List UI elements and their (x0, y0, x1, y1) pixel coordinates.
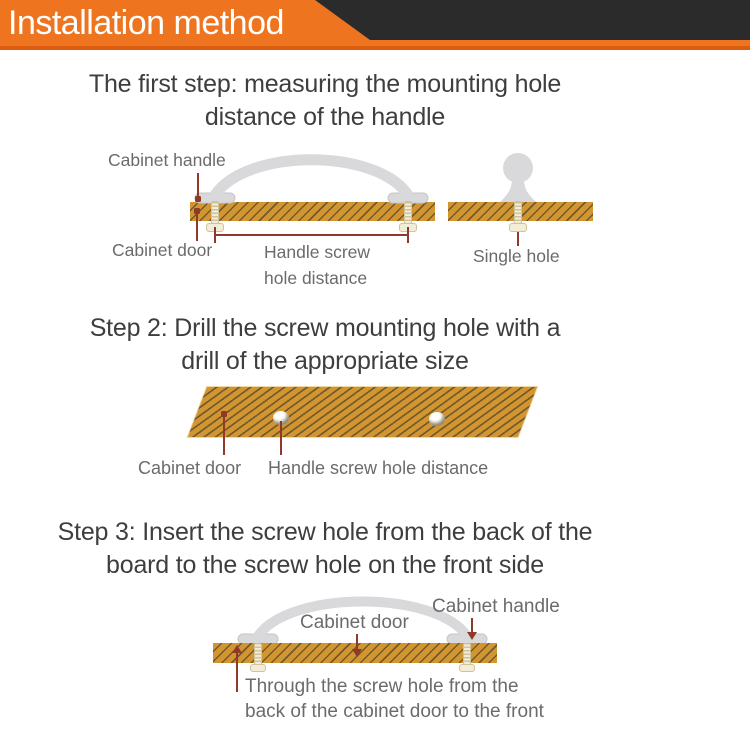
cabinet-door-label: Cabinet door (138, 458, 242, 478)
distance-label (264, 239, 370, 291)
knob-screw-head (509, 223, 527, 232)
through-arrow-line (236, 652, 238, 692)
distance-label: Handle screw hole distance (268, 458, 489, 478)
step2-heading-line1: Step 2: Drill the screw mounting hole with a (89, 314, 561, 342)
knob-base (500, 181, 536, 202)
cabinet-handle-label: Cabinet handle (108, 150, 226, 170)
knob-screw-shaft (514, 201, 522, 224)
screw-left-shaft (211, 201, 219, 224)
step2-heading-line2: drill of the appropriate size (181, 347, 469, 375)
handle-arch (215, 160, 408, 195)
cabinet-handle-label: Cabinet handle (432, 596, 560, 617)
cabinet-handle-leader-line (197, 173, 199, 197)
page-title: Installation method (8, 3, 284, 42)
screw-right-shaft (463, 643, 471, 665)
screw-right-head (459, 664, 475, 672)
cabinet-door-arrowhead-icon (352, 649, 362, 657)
header-accent-strip (0, 46, 750, 50)
cabinet-door-board (190, 202, 435, 221)
board-leader-line (223, 417, 225, 455)
through-caption (245, 674, 544, 724)
single-hole-leader-line (517, 232, 519, 246)
step2-diagram (0, 383, 750, 483)
distance-label-line1: Handle screw (264, 242, 371, 262)
screw-right-shaft (404, 201, 412, 224)
cabinet-handle-arrow-line (471, 618, 473, 633)
distance-label-line2: hole distance (264, 268, 368, 288)
cabinet-door-leader-line (196, 214, 198, 241)
step1-heading-line2: distance of the handle (204, 103, 446, 131)
header-banner (0, 0, 750, 50)
step1-heading-line1: The first step: measuring the mounting hole (88, 70, 562, 98)
hole-leader-line (280, 421, 282, 455)
step1-heading (10, 68, 640, 134)
cabinet-handle-leader-dot (195, 196, 201, 202)
step2-heading (10, 312, 640, 378)
knob-illustration (496, 150, 540, 204)
drilled-board (188, 387, 537, 437)
step3-diagram (0, 590, 750, 750)
step1-diagram (0, 140, 750, 305)
knob-head (503, 153, 533, 183)
screw-left-shaft (254, 643, 262, 665)
single-hole-label: Single hole (473, 246, 560, 266)
cabinet-door-arrow-line (356, 634, 358, 650)
cabinet-door-label: Cabinet door (300, 612, 409, 633)
drill-hole-right (429, 412, 445, 426)
cabinet-door-label: Cabinet door (112, 240, 213, 260)
through-caption-line1: Through the screw hole from the (245, 676, 519, 697)
distance-measure-line (215, 234, 408, 236)
through-caption-line2: back of the cabinet door to the front (245, 701, 544, 722)
screw-left-head (250, 664, 266, 672)
step3-heading (10, 516, 640, 582)
cabinet-handle-arrowhead-icon (467, 632, 477, 640)
step3-heading-line2: board to the screw hole on the front side (106, 551, 544, 579)
step3-heading-line1: Step 3: Insert the screw hole from the back of the (57, 518, 593, 546)
